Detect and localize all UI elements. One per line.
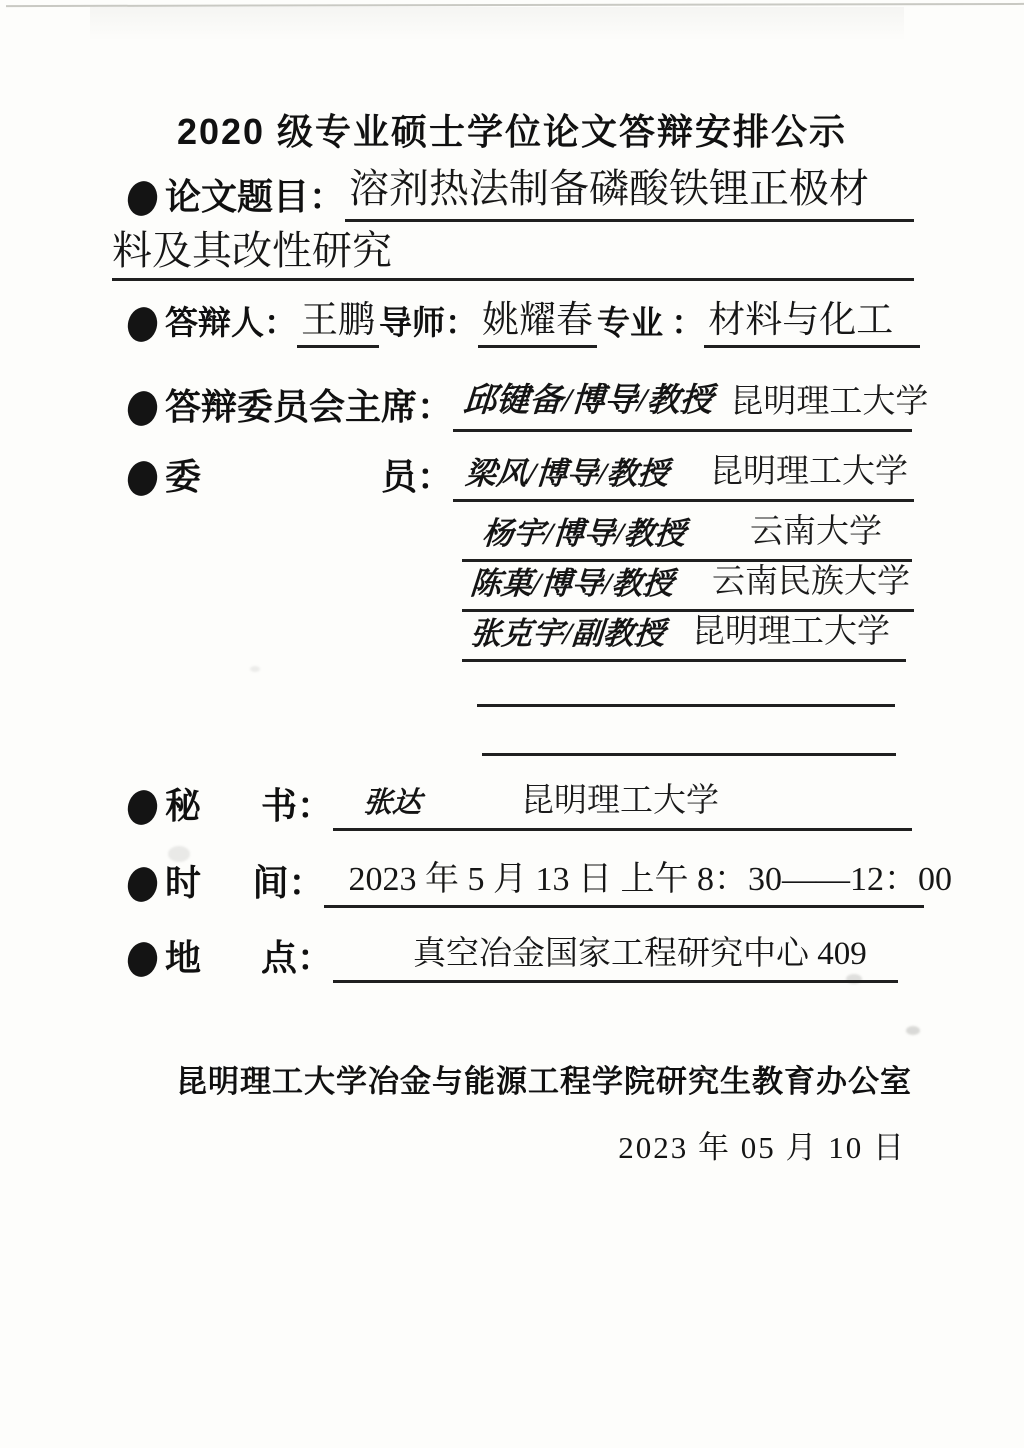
scan-artifact-speck <box>250 666 260 672</box>
row-committee-member <box>462 565 914 612</box>
row-committee-member <box>128 452 914 502</box>
footer-office-name: 昆明理工大学冶金与能源工程学院研究生教育办公室 <box>176 1064 912 1099</box>
row-time <box>128 856 952 908</box>
bullet-icon <box>124 178 161 219</box>
chair-label: 答辩委员会主席： <box>165 386 454 427</box>
row-committee-member <box>462 615 906 662</box>
member-name: 梁风/博导/教授 <box>464 455 670 491</box>
major-name: 材料与化工 <box>708 299 894 341</box>
row-place <box>128 931 898 983</box>
supervisor-name: 姚耀春 <box>482 299 593 341</box>
committee-label-char1: 委 <box>165 456 202 497</box>
secretary-institution: 昆明理工大学 <box>521 783 720 820</box>
place-label-char1: 地 <box>165 937 202 978</box>
secretary-label-char2: 书： <box>260 785 333 826</box>
chair-name: 邱键备/博导/教授 <box>462 383 714 420</box>
secretary-label-char1: 秘 <box>165 785 202 826</box>
scan-artifact-speck <box>906 1026 920 1035</box>
row-defender <box>128 300 920 348</box>
member-institution: 云南大学 <box>750 514 882 551</box>
defender-label: 答辩人： <box>165 306 297 343</box>
empty-member-line <box>482 753 896 756</box>
bullet-icon <box>124 864 161 905</box>
place-label-char2: 点： <box>260 937 333 978</box>
bullet-icon <box>124 458 161 499</box>
bullet-icon <box>124 304 161 345</box>
row-committee-chair <box>128 380 929 432</box>
row-secretary <box>128 781 912 831</box>
major-label: 专业 ： <box>597 306 705 343</box>
scan-artifact-haze <box>90 7 904 41</box>
member-institution: 昆明理工大学 <box>710 454 908 491</box>
thesis-title-line1: 溶剂热法制备磷酸铁锂正极材 <box>349 166 870 212</box>
chair-institution: 昆明理工大学 <box>730 384 929 421</box>
place-value: 真空冶金国家工程研究中心 409 <box>413 936 867 973</box>
defender-name: 王鹏 <box>301 299 375 341</box>
member-name: 杨宇/博导/教授 <box>481 515 687 551</box>
footer-date: 2023 年 05 月 10 日 <box>618 1130 906 1165</box>
time-value: 2023 年 5 月 13 日 上午 8：30——12：00 <box>348 860 952 898</box>
time-label-char1: 时 <box>165 862 202 903</box>
time-label-char2: 间： <box>252 862 325 903</box>
row-committee-member <box>462 514 912 562</box>
thesis-label: 论文题目： <box>165 176 346 217</box>
member-institution: 昆明理工大学 <box>692 614 890 651</box>
bullet-icon <box>124 939 161 980</box>
bullet-icon <box>124 787 161 828</box>
thesis-title-line2: 料及其改性研究 <box>112 228 914 281</box>
secretary-name: 张达 <box>362 787 423 820</box>
committee-label-char2: 员： <box>380 456 453 497</box>
row-thesis-title <box>128 166 914 222</box>
document-title: 2020 级专业硕士学位论文答辩安排公示 <box>176 111 848 152</box>
member-institution: 云南民族大学 <box>712 564 910 601</box>
empty-member-line <box>477 704 895 707</box>
bullet-icon <box>124 388 161 429</box>
member-name: 张克宇/副教授 <box>469 615 667 651</box>
supervisor-label: 导师： <box>379 306 478 343</box>
member-name: 陈菓/博导/教授 <box>469 565 675 601</box>
